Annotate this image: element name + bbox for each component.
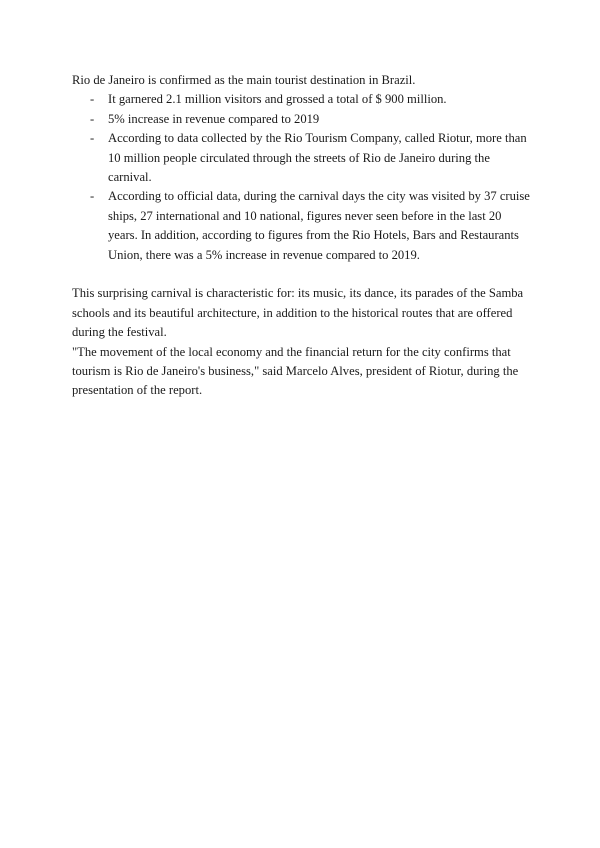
bullet-dash: - xyxy=(90,131,95,146)
body-paragraph: This surprising carnival is characteristic for: its music, its dance, its parades of the Samba schools and its beautiful architecture, in addition to the historical routes that are offered during the festival. xyxy=(72,286,524,340)
bullet-dash: - xyxy=(90,189,95,204)
document-body xyxy=(72,71,532,401)
list-item-text: According to official data, during the carnival days the city was visited by 37 cruise ships, 27 international and 10 national, figures never seen before in the last 20 years. In addition, according to figures from the Rio Hotels, Bars and Restaurants Union, there was a 5% increase in revenue compared to 2019. xyxy=(108,189,530,262)
list-item-text: According to data collected by the Rio Tourism Company, called Riotur, more than 10 million people circulated through the streets of Rio de Janeiro during the carnival. xyxy=(108,131,527,185)
bullet-dash: - xyxy=(90,92,95,107)
bullet-dash: - xyxy=(90,111,95,126)
list-item xyxy=(72,90,532,109)
list-item xyxy=(72,129,532,187)
paragraph-spacer xyxy=(72,265,532,284)
list-item-text: 5% increase in revenue compared to 2019 xyxy=(108,111,320,126)
list-item xyxy=(72,187,532,265)
bullet-list xyxy=(72,90,532,265)
intro-paragraph: Rio de Janeiro is confirmed as the main tourist destination in Brazil. xyxy=(72,73,416,87)
list-item xyxy=(72,110,532,129)
quote-paragraph: "The movement of the local economy and the financial return for the city confirms that tourism is Rio de Janeiro's business," said Marcelo Alves, president of Riotur, during the presentation of the report. xyxy=(72,344,519,398)
list-item-text: It garnered 2.1 million visitors and grossed a total of $ 900 million. xyxy=(108,92,447,107)
